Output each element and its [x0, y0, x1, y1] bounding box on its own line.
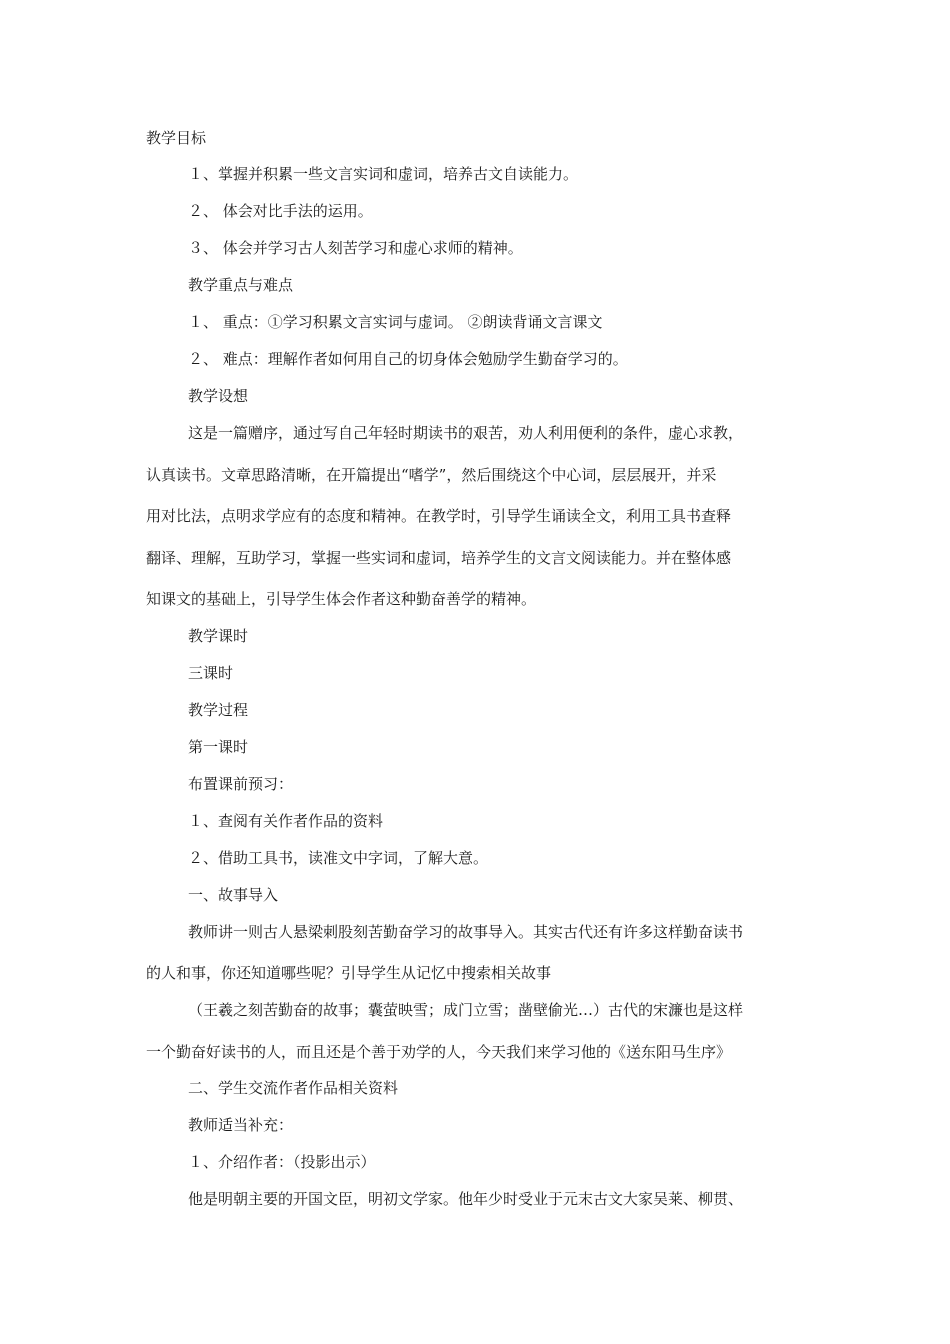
intro-paragraph-line-2: 的人和事，你还知道哪些呢？引导学生从记忆中搜索相关故事: [146, 964, 552, 982]
section-two-heading: 二、学生交流作者作品相关资料: [188, 1079, 399, 1097]
author-paragraph-line-1: 他是明朝主要的开国文臣，明初文学家。他年少时受业于元末古文大家吴莱、柳贯、: [188, 1190, 744, 1208]
goal-item-1: １、掌握并积累一些文言实词和虚词，培养古文自读能力。: [188, 165, 579, 183]
design-paragraph-line-5: 知课文的基础上，引导学生体会作者这种勤奋善学的精神。: [146, 590, 537, 608]
key-point-item-2: ２、 难点：理解作者如何用自己的切身体会勉励学生勤奋学习的。: [188, 350, 628, 368]
supplement-heading: 教师适当补充：: [188, 1116, 294, 1134]
design-paragraph-line-1: 这是一篇赠序，通过写自己年轻时期读书的艰苦，劝人利用便利的条件，虚心求教，: [188, 424, 744, 442]
design-paragraph-line-2: 认真读书。文章思路清晰，在开篇提出“嗜学”，然后围绕这个中心词，层层展开，并采: [146, 466, 717, 484]
key-point-item-1: １、 重点：①学习积累文言实词与虚词。 ②朗读背诵文言课文: [188, 313, 603, 331]
preview-item-1: １、查阅有关作者作品的资料: [188, 812, 384, 830]
heading-teaching-goals: 教学目标: [146, 129, 207, 147]
section-one-heading: 一、故事导入: [188, 886, 279, 904]
supplement-item-1: １、介绍作者：（投影出示）: [188, 1153, 376, 1171]
intro-paragraph-line-1: 教师讲一则古人悬梁刺股刻苦勤奋学习的故事导入。其实古代还有许多这样勤奋读书: [188, 923, 744, 941]
intro-paragraph-line-3: （王羲之刻苦勤奋的故事；囊萤映雪；成门立雪；凿壁偷光…）古代的宋濂也是这样: [188, 1001, 744, 1019]
design-paragraph-line-3: 用对比法，点明求学应有的态度和精神。在教学时，引导学生诵读全文，利用工具书查释: [146, 507, 732, 525]
intro-paragraph-line-4: 一个勤奋好读书的人，而且还是个善于劝学的人，今天我们来学习他的《送东阳马生序》: [146, 1043, 732, 1061]
goal-item-2: ２、 体会对比手法的运用。: [188, 202, 373, 220]
goal-item-3: ３、 体会并学习古人刻苦学习和虚心求师的精神。: [188, 239, 523, 257]
heading-teaching-design: 教学设想: [188, 387, 249, 405]
teaching-hours-value: 三课时: [188, 664, 234, 682]
preview-item-2: ２、借助工具书，读准文中字词，了解大意。: [188, 849, 489, 867]
design-paragraph-line-4: 翻译、理解，互助学习，掌握一些实词和虚词，培养学生的文言文阅读能力。并在整体感: [146, 549, 732, 567]
lesson-one-heading: 第一课时: [188, 738, 249, 756]
heading-teaching-hours: 教学课时: [188, 627, 249, 645]
heading-teaching-process: 教学过程: [188, 701, 249, 719]
heading-key-points: 教学重点与难点: [188, 276, 294, 294]
preview-heading: 布置课前预习：: [188, 775, 294, 793]
